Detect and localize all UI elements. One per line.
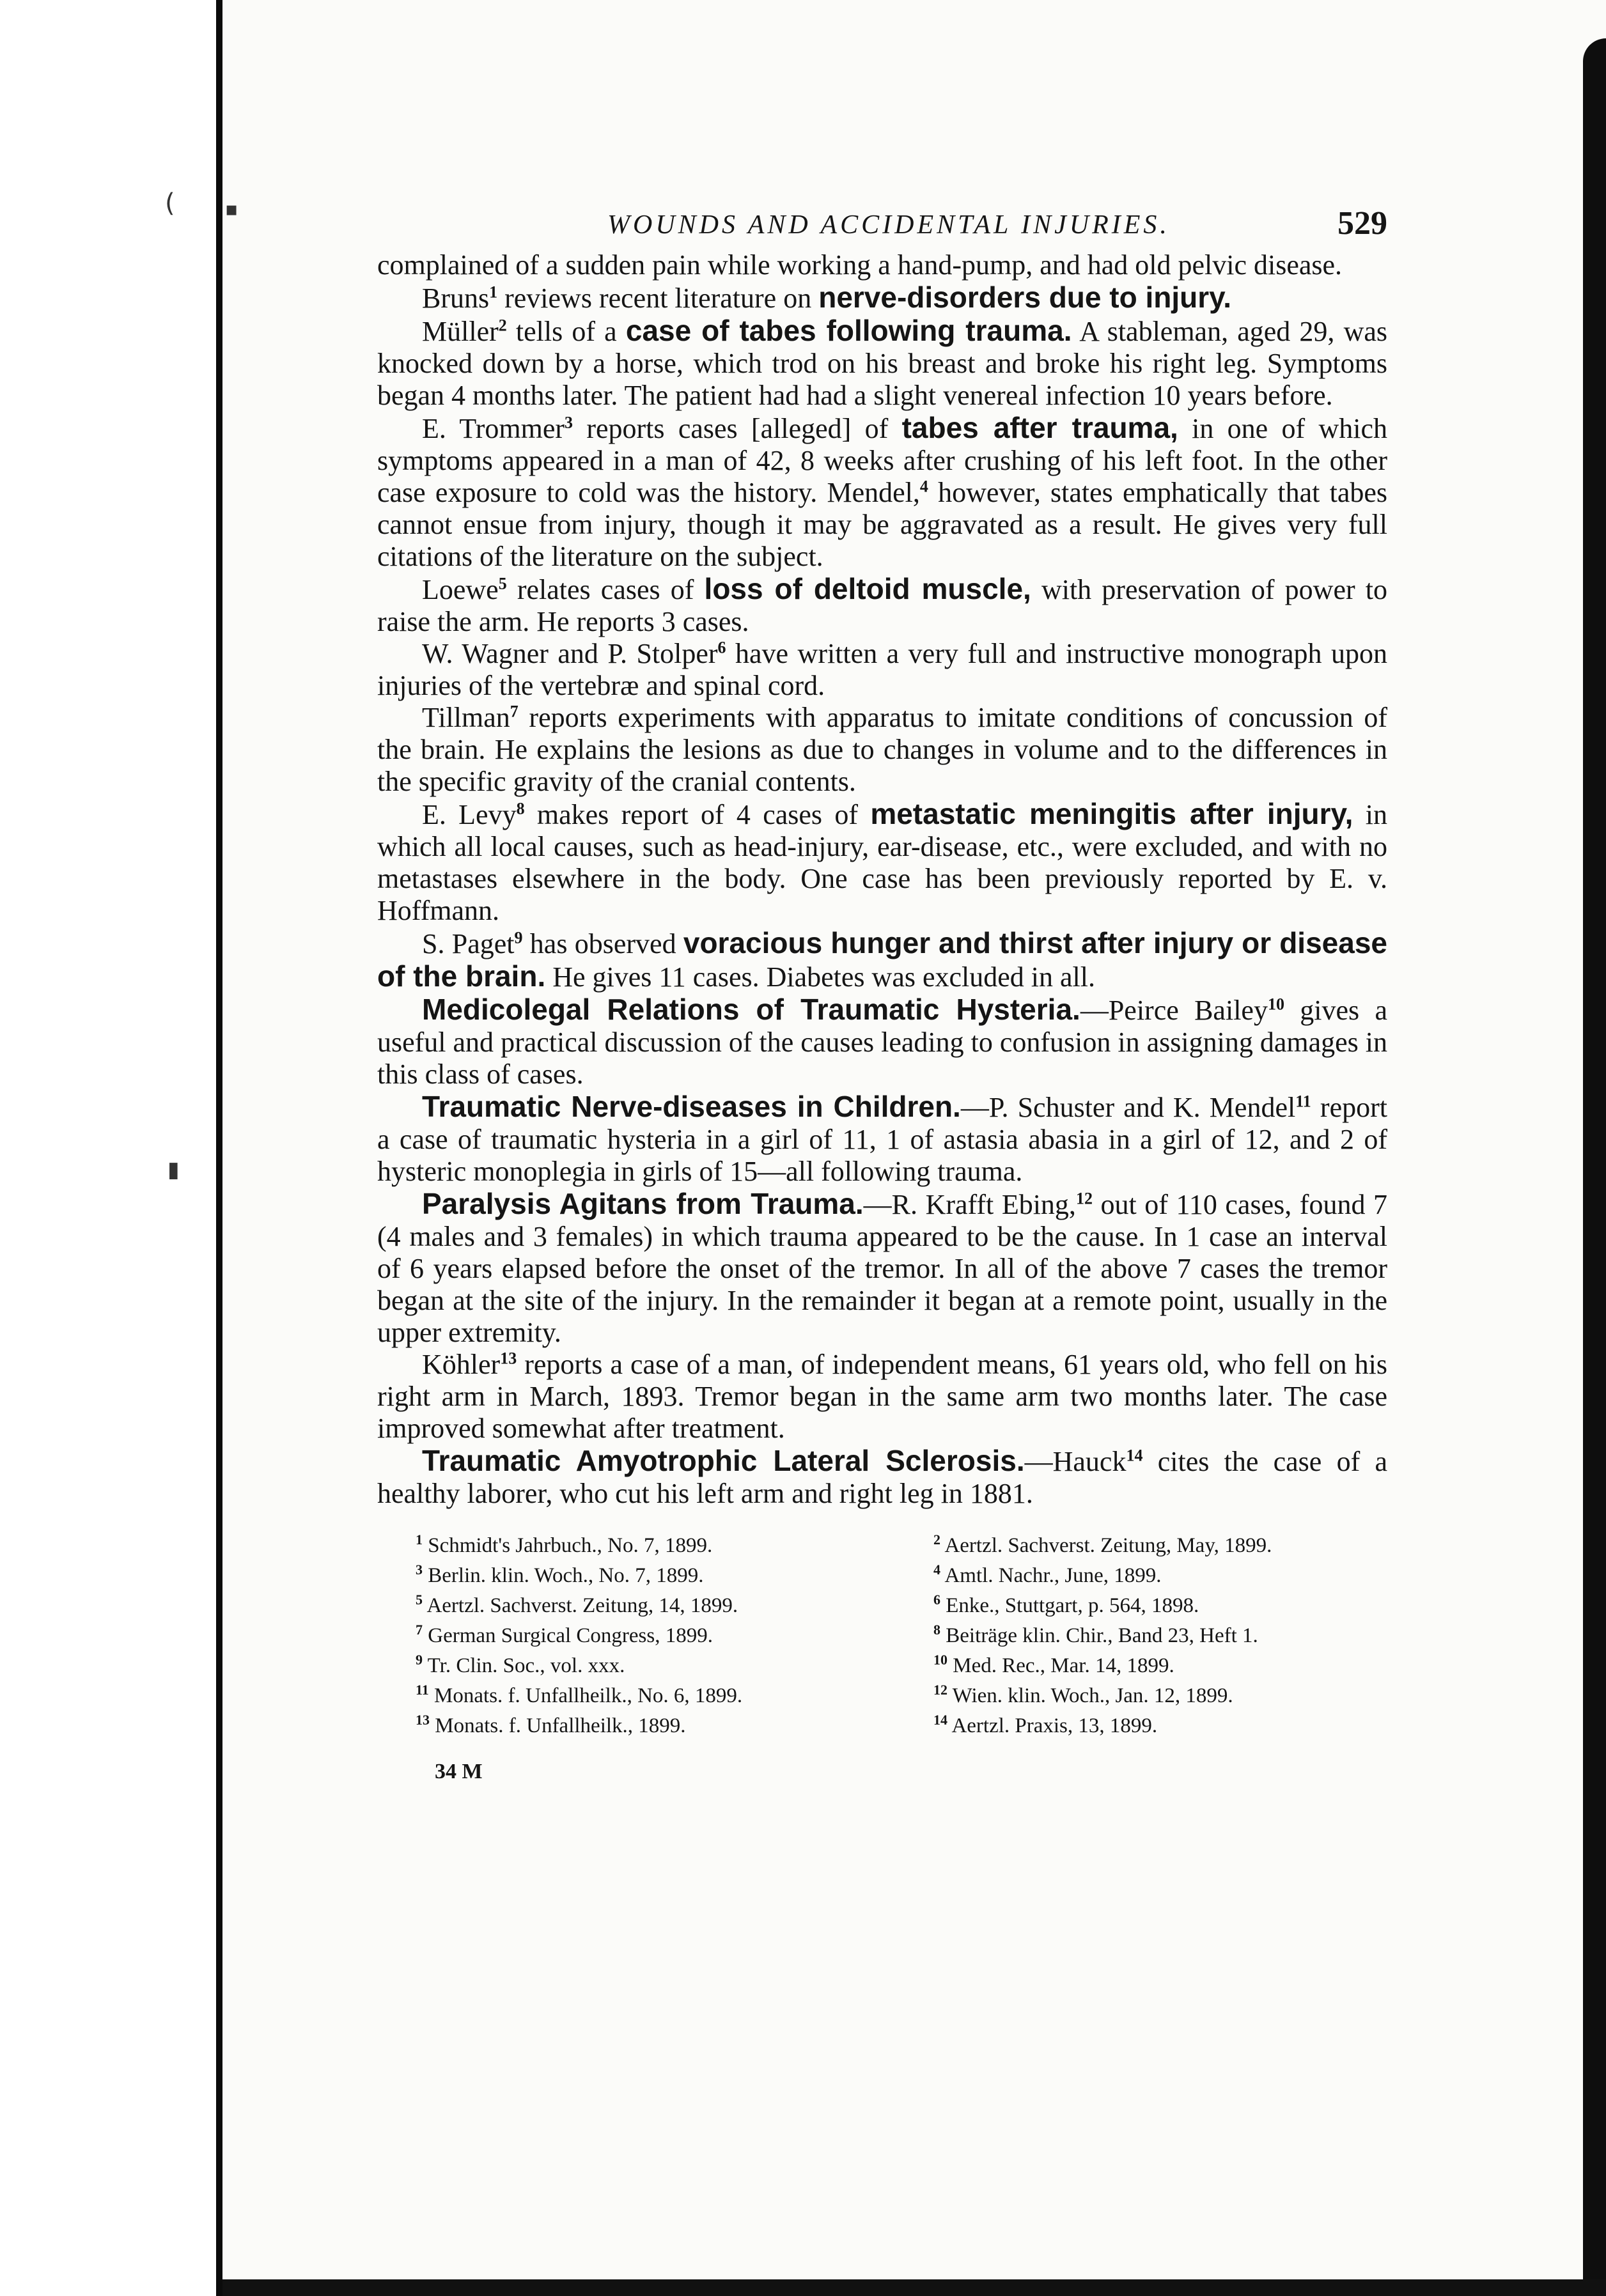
- footnote: $^2$ Aertzl. Sachverst. Zeitung, May, 1899.: [933, 1532, 1272, 1557]
- topic-heading: voracious hunger and thirst after injury or disease of the brain.: [377, 926, 1387, 993]
- running-head: WOUNDS AND ACCIDENTAL INJURIES.: [607, 210, 1170, 240]
- paragraph: complained of a sudden pain while working a hand-pump, and had old pelvic disease.: [377, 249, 1343, 281]
- topic-heading: nerve-disorders due to injury.: [818, 281, 1232, 314]
- paragraph: E. Levy$^8$ makes report of 4 cases of metastatic meningitis after injury, in which all local causes, such as head-injury, ear-disease, etc., were excluded, and with no metastases elsewhere in the body. One case has been previously reported by E. v. Hoffmann.: [377, 797, 1387, 926]
- footnote: $^3$ Berlin. klin. Woch., No. 7, 1899.: [416, 1562, 704, 1587]
- page-number: 529: [1337, 205, 1387, 242]
- paragraph: E. Trommer$^3$ reports cases [alleged] of tabes after trauma, in one of which symptoms appeared in a man of 42, 8 weeks after crushing of his left foot. In the other case exposure to cold was the history. Mendel,$^4$ however, states emphatically that tabes cannot ensue from injury, though it may be aggravated as a result. He gives very full citations of the literature on the subject.: [377, 411, 1388, 572]
- page-header: [377, 205, 1387, 249]
- topic-heading: tabes after trauma,: [901, 411, 1178, 444]
- footnote-ref: 14: [1126, 1446, 1143, 1465]
- footnote: $^8$ Beiträge klin. Chir., Band 23, Heft 1.: [933, 1622, 1258, 1647]
- paragraph: Medicolegal Relations of Traumatic Hysteria.—Peirce Bailey$^{10}$ gives a useful and practical discussion of the causes leading to confusion in assigning damages in this class of cases.: [377, 993, 1388, 1090]
- footnote-ref: 2: [498, 316, 507, 335]
- footnote-ref: 7: [510, 702, 518, 721]
- signature-mark: 34 M: [435, 1760, 483, 1783]
- footnote-ref: 4: [919, 477, 928, 496]
- footnote: $^7$ German Surgical Congress, 1899.: [416, 1622, 713, 1647]
- footnotes: [377, 1528, 1387, 1738]
- section-heading: Traumatic Nerve-diseases in Children.: [422, 1090, 961, 1123]
- section-heading: Medicolegal Relations of Traumatic Hysteria.: [422, 993, 1080, 1026]
- footnote: $^9$ Tr. Clin. Soc., vol. xxx.: [416, 1652, 625, 1677]
- footnote-ref: 10: [1267, 995, 1284, 1014]
- left-margin: [0, 0, 217, 2296]
- paragraph: Tillman$^7$ reports experiments with apparatus to imitate conditions of concussion of the brain. He explains the lesions as due to changes in volume and to the differences in the specific gravity of the cranial contents.: [377, 702, 1387, 797]
- footnote: $^{14}$ Aertzl. Praxis, 13, 1899.: [933, 1712, 1158, 1737]
- paragraph: Traumatic Amyotrophic Lateral Sclerosis.—Hauck$^{14}$ cites the case of a healthy laborer, who cut his left arm and right leg in 1881.: [377, 1444, 1388, 1509]
- body-text: [377, 249, 1387, 1510]
- footnote-ref: 9: [514, 928, 523, 947]
- paragraph: Paralysis Agitans from Trauma.—R. Krafft Ebing,$^{12}$ out of 110 cases, found 7 (4 males and 3 females) in which trauma appeared to be the cause. In 1 case an interval of 6 years elapsed before the onset of the tremor. In all of the above 7 cases the tremor began at the site of the injury. In the remainder it began at a remote point, usually in the upper extremity.: [377, 1187, 1388, 1348]
- footnote: $^{10}$ Med. Rec., Mar. 14, 1899.: [933, 1652, 1174, 1677]
- section-heading: Traumatic Amyotrophic Lateral Sclerosis.: [422, 1444, 1025, 1477]
- bottom-page-shadow: [222, 2279, 1606, 2296]
- footnote: $^6$ Enke., Stuttgart, p. 564, 1898.: [933, 1592, 1199, 1617]
- paragraph: Köhler$^{13}$ reports a case of a man, of independent means, 61 years old, who fell on his right arm in March, 1893. Tremor began in the same arm two months later. The case improved somewhat after treatment.: [377, 1349, 1387, 1444]
- topic-heading: loss of deltoid muscle,: [704, 572, 1031, 605]
- footnote-ref: 3: [565, 413, 573, 432]
- footnote: $^5$ Aertzl. Sachverst. Zeitung, 14, 1899.: [416, 1592, 738, 1617]
- margin-mark: ▪: [225, 198, 238, 221]
- footnote: $^4$ Amtl. Nachr., June, 1899.: [933, 1562, 1162, 1587]
- footnote-ref: 6: [717, 638, 726, 657]
- footnote-ref: 5: [498, 574, 507, 593]
- topic-heading: case of tabes following trauma.: [625, 314, 1072, 347]
- footnote-ref: 12: [1075, 1189, 1093, 1208]
- section-heading: Paralysis Agitans from Trauma.: [422, 1187, 864, 1220]
- paragraph: Loewe$^5$ relates cases of loss of deltoid muscle, with preservation of power to raise the arm. He reports 3 cases.: [377, 572, 1387, 637]
- paragraph: Bruns$^1$ reviews recent literature on nerve-disorders due to injury.: [422, 281, 1232, 314]
- paragraph: W. Wagner and P. Stolper$^6$ have written a very full and instructive monograph upon injuries of the vertebræ and spinal cord.: [377, 638, 1388, 701]
- paragraph: Traumatic Nerve-diseases in Children.—P. Schuster and K. Mendel$^{11}$ report a case of traumatic hysteria in a girl of 11, 1 of astasia abasia in a girl of 12, and 2 of hysteric monoplegia in girls of 15—all following trauma.: [377, 1090, 1387, 1187]
- book-page: [377, 205, 1387, 1784]
- footnote-ref: 11: [1295, 1092, 1311, 1111]
- footnote-ref: 1: [489, 283, 498, 302]
- topic-heading: metastatic meningitis after injury,: [870, 797, 1353, 830]
- right-page-shadow: [1583, 38, 1606, 2296]
- footnote: $^{12}$ Wien. klin. Woch., Jan. 12, 1899.: [933, 1682, 1233, 1707]
- footnote: $^1$ Schmidt's Jahrbuch., No. 7, 1899.: [416, 1532, 713, 1557]
- paragraph: Müller$^2$ tells of a case of tabes following trauma. A stableman, aged 29, was knocked down by a horse, which trod on his breast and broke his right leg. Symptoms began 4 months later. The patient had had a slight venereal infection 10 years before.: [377, 314, 1387, 411]
- margin-mark: (: [165, 189, 175, 218]
- footnote-ref: 8: [516, 799, 525, 818]
- margin-mark: ▮: [168, 1157, 180, 1183]
- book-spine-edge: [216, 0, 222, 2296]
- footnote: $^{11}$ Monats. f. Unfallheilk., No. 6, 1899.: [416, 1682, 743, 1707]
- footnote-ref: 13: [500, 1349, 517, 1368]
- footnote: $^{13}$ Monats. f. Unfallheilk., 1899.: [416, 1712, 686, 1737]
- paragraph: S. Paget$^9$ has observed voracious hunger and thirst after injury or disease of the brain. He gives 11 cases. Diabetes was excluded in all.: [377, 926, 1387, 993]
